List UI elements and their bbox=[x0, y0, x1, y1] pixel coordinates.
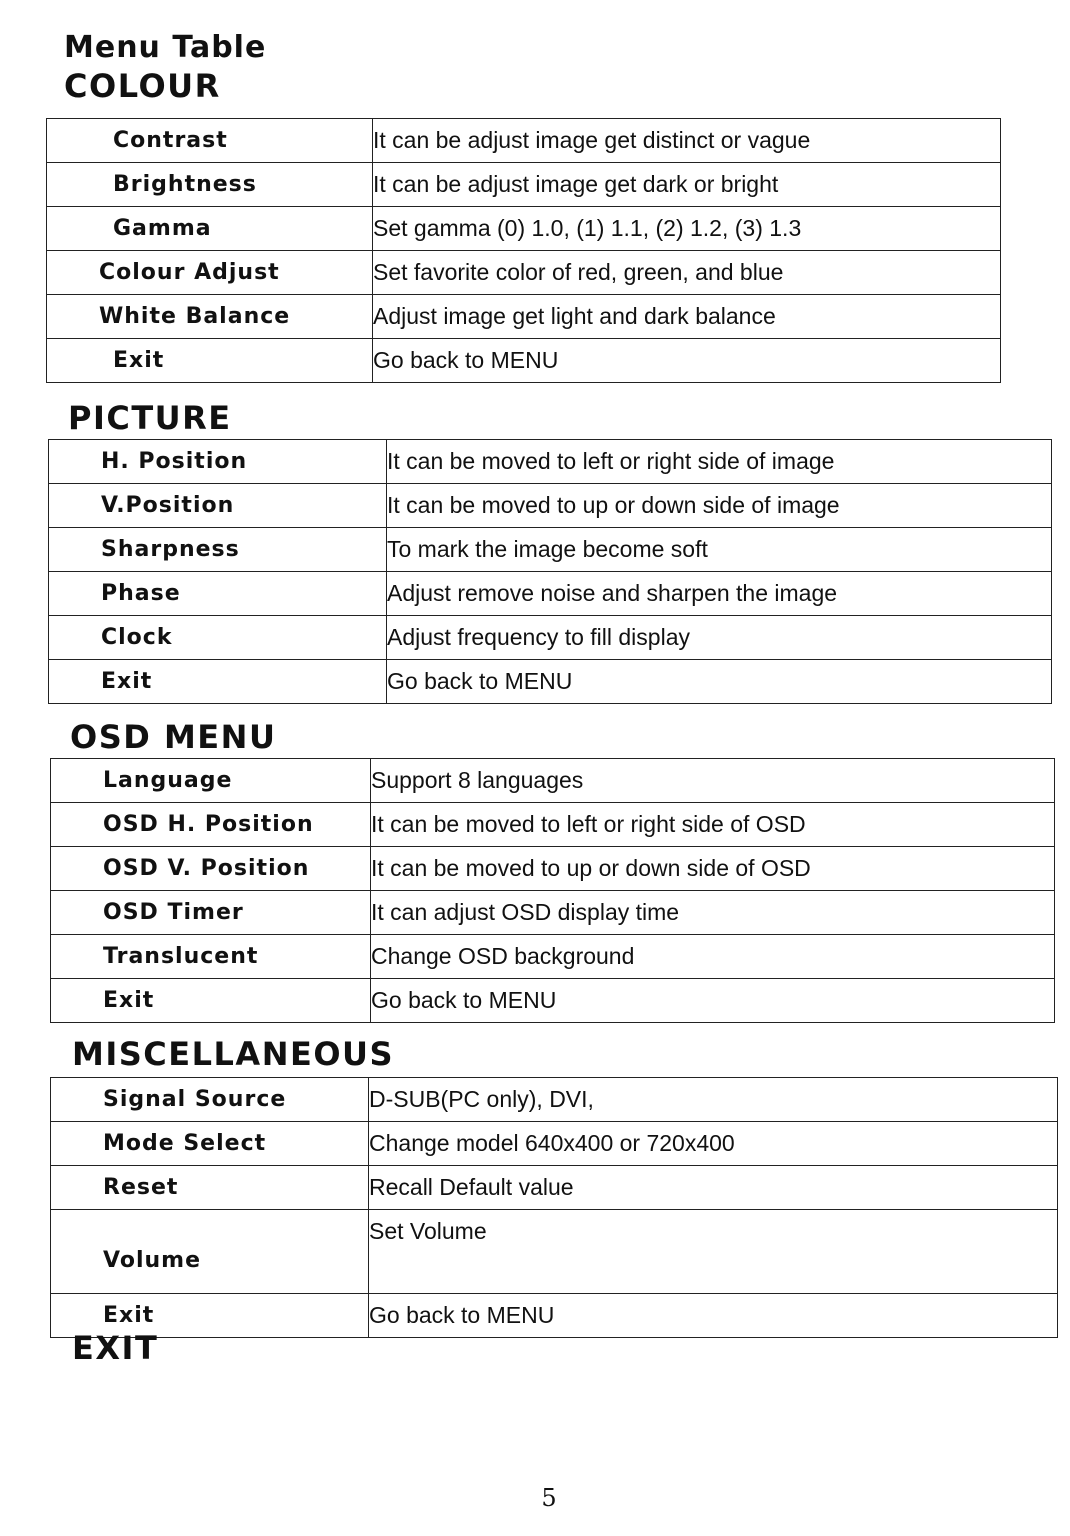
table-row bbox=[49, 528, 1052, 572]
row-description: It can adjust OSD display time bbox=[371, 891, 1055, 935]
row-label: Contrast bbox=[47, 119, 373, 163]
row-label: Mode Select bbox=[51, 1122, 369, 1166]
row-label: Sharpness bbox=[49, 528, 387, 572]
table-row bbox=[51, 1294, 1058, 1338]
row-label: Language bbox=[51, 759, 371, 803]
row-description: To mark the image become soft bbox=[387, 528, 1052, 572]
row-description: Adjust image get light and dark balance bbox=[373, 295, 1001, 339]
table-row bbox=[51, 1078, 1058, 1122]
row-description: Change model 640x400 or 720x400 bbox=[369, 1122, 1058, 1166]
table-row bbox=[51, 1122, 1058, 1166]
table-row bbox=[47, 295, 1001, 339]
table-row bbox=[49, 484, 1052, 528]
table-row bbox=[51, 935, 1055, 979]
row-description: Set favorite color of red, green, and blue bbox=[373, 251, 1001, 295]
table-row bbox=[51, 759, 1055, 803]
page-number: 5 bbox=[541, 1484, 557, 1512]
colour-table bbox=[46, 118, 1001, 383]
table-row bbox=[51, 803, 1055, 847]
row-label: Clock bbox=[49, 616, 387, 660]
row-label: Exit bbox=[51, 979, 371, 1023]
row-description: Adjust remove noise and sharpen the image bbox=[387, 572, 1052, 616]
table-row bbox=[49, 660, 1052, 704]
table-row bbox=[47, 251, 1001, 295]
section-title-exit: EXIT bbox=[72, 1329, 159, 1367]
row-description: Support 8 languages bbox=[371, 759, 1055, 803]
table-row bbox=[51, 847, 1055, 891]
row-description: It can be moved to up or down side of OSD bbox=[371, 847, 1055, 891]
row-description: Recall Default value bbox=[369, 1166, 1058, 1210]
row-description: It can be moved to left or right side of image bbox=[387, 440, 1052, 484]
row-description: Set Volume bbox=[369, 1210, 1058, 1294]
table-row bbox=[47, 119, 1001, 163]
row-description: Go back to MENU bbox=[387, 660, 1052, 704]
row-description: Adjust frequency to fill display bbox=[387, 616, 1052, 660]
row-label: White Balance bbox=[47, 295, 373, 339]
table-row bbox=[47, 207, 1001, 251]
row-description: It can be moved to up or down side of image bbox=[387, 484, 1052, 528]
table-row bbox=[47, 339, 1001, 383]
osd-menu-table bbox=[50, 758, 1055, 1023]
row-label: Colour Adjust bbox=[47, 251, 373, 295]
section-title-colour: COLOUR bbox=[64, 67, 221, 105]
row-description: It can be adjust image get dark or bright bbox=[373, 163, 1001, 207]
row-description: Go back to MENU bbox=[371, 979, 1055, 1023]
row-label: Exit bbox=[49, 660, 387, 704]
miscellaneous-table bbox=[50, 1077, 1058, 1338]
row-description: It can be adjust image get distinct or vague bbox=[373, 119, 1001, 163]
row-label: Exit bbox=[47, 339, 373, 383]
row-label: Gamma bbox=[47, 207, 373, 251]
picture-table bbox=[48, 439, 1052, 704]
table-row bbox=[47, 163, 1001, 207]
row-label: Exit bbox=[51, 1294, 369, 1338]
section-title-miscellaneous: MISCELLANEOUS bbox=[72, 1035, 395, 1073]
row-label: Brightness bbox=[47, 163, 373, 207]
table-row bbox=[51, 979, 1055, 1023]
row-description: D-SUB(PC only), DVI, bbox=[369, 1078, 1058, 1122]
table-row bbox=[51, 891, 1055, 935]
section-title-picture: PICTURE bbox=[68, 399, 232, 437]
table-row bbox=[49, 440, 1052, 484]
row-label: H. Position bbox=[49, 440, 387, 484]
table-row bbox=[49, 616, 1052, 660]
row-label: OSD H. Position bbox=[51, 803, 371, 847]
table-row bbox=[51, 1166, 1058, 1210]
row-label: V.Position bbox=[49, 484, 387, 528]
row-label: OSD Timer bbox=[51, 891, 371, 935]
table-row bbox=[51, 1210, 1058, 1294]
row-label: Volume bbox=[51, 1210, 369, 1294]
row-label: Translucent bbox=[51, 935, 371, 979]
row-description: Go back to MENU bbox=[373, 339, 1001, 383]
row-label: Phase bbox=[49, 572, 387, 616]
row-description: Change OSD background bbox=[371, 935, 1055, 979]
row-description: Set gamma (0) 1.0, (1) 1.1, (2) 1.2, (3) 1.3 bbox=[373, 207, 1001, 251]
page-title: Menu Table bbox=[64, 30, 267, 65]
table-row bbox=[49, 572, 1052, 616]
row-description: It can be moved to left or right side of OSD bbox=[371, 803, 1055, 847]
row-label: OSD V. Position bbox=[51, 847, 371, 891]
row-label: Signal Source bbox=[51, 1078, 369, 1122]
row-description: Go back to MENU bbox=[369, 1294, 1058, 1338]
row-label: Reset bbox=[51, 1166, 369, 1210]
section-title-osd-menu: OSD MENU bbox=[70, 718, 277, 756]
